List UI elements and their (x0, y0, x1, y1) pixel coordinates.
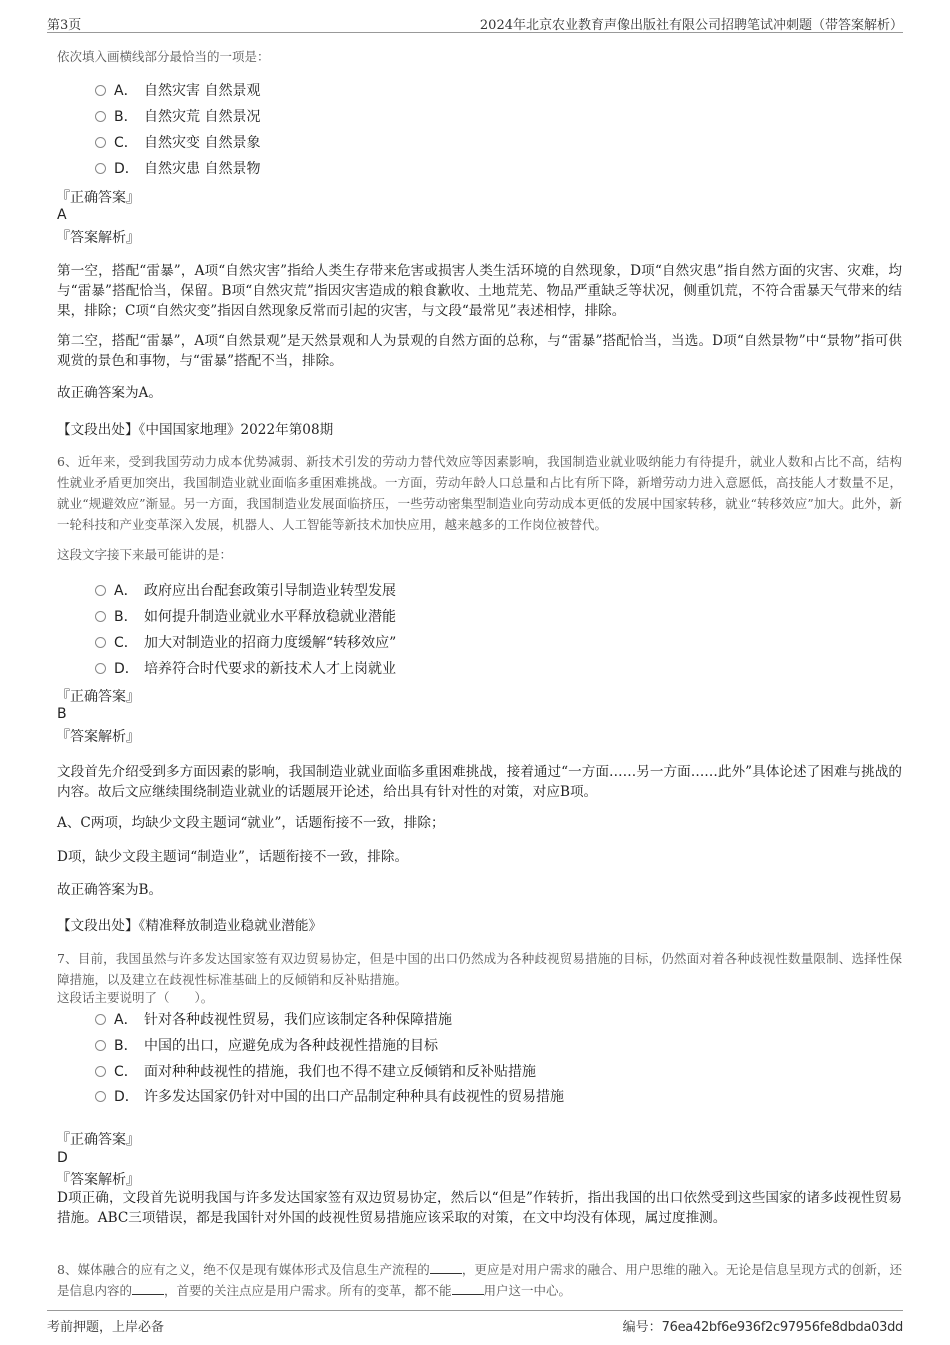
radio-icon[interactable] (95, 637, 106, 648)
footer-code: 编号：76ea42bf6e936f2c97956fe8dbda03dd (622, 1320, 903, 1335)
q6-source: 【文段出处】《精准释放制造业稳就业潜能》 (57, 918, 323, 934)
q7-answer-label: 『正确答案』 (56, 1132, 140, 1148)
q6-analysis-3: D项，缺少文段主题词“制造业”，话题衔接不一致，排除。 (57, 849, 409, 865)
radio-icon[interactable] (95, 1091, 106, 1102)
footer-slogan: 考前押题，上岸必备 (47, 1320, 165, 1335)
q6-option-c[interactable]: C． 加大对制造业的招商力度缓解“转移效应” (95, 632, 396, 654)
q7-answer: D (57, 1150, 68, 1166)
q5-answer: A (57, 207, 67, 223)
blank-2 (132, 1282, 164, 1295)
q7-analysis: D项正确，文段首先说明我国与许多发达国家签有双边贸易协定，然后以“但是”作转折，指出我国的出口依然受到这些国家的诸多歧视性贸易措施。ABC三项错误，都是我国针对外国的歧视性贸易措施应该采取的对策，在文中均没有体现，属过度推测。 (57, 1190, 902, 1226)
q5-option-b[interactable]: B． 自然灾荒 自然景况 (95, 106, 260, 128)
q6-stem: 这段文字接下来最可能讲的是： (57, 547, 233, 562)
document-title: 2024年北京农业教育声像出版社有限公司招聘笔试冲刺题（带答案解析） (479, 18, 903, 33)
radio-icon[interactable] (95, 137, 106, 148)
q5-analysis-1: 第一空，搭配“雷暴”，A项“自然灾害”指给人类生存带来危害或损害人类生活环境的自然现象，D项“自然灾患”指自然方面的灾害、灾难，均与“雷暴”搭配恰当，保留。B项“自然灾荒”指因灾害造成的粮食歉收、土地荒芜、物品严重缺乏等状况，侧重饥荒，不符合雷暴天气带来的结果，排除；C项“自然灾变”指因自然现象反常而引起的灾害，与文段“最常见”表述相悖，排除。 (57, 263, 902, 319)
page-footer (47, 1310, 903, 1333)
q6-analysis-2: A、C两项，均缺少文段主题词“就业”，话题衔接不一致，排除； (57, 815, 445, 831)
q5-analysis-label: 『答案解析』 (56, 230, 140, 246)
q7-option-b[interactable]: B． 中国的出口，应避免成为各种歧视性措施的目标 (95, 1035, 438, 1057)
radio-icon[interactable] (95, 585, 106, 596)
radio-icon[interactable] (95, 111, 106, 122)
q6-analysis-1: 文段首先介绍受到多方面因素的影响，我国制造业就业面临多重困难挑战，接着通过“一方面……另一方面……此外”具体论述了困难与挑战的内容。故后文应继续围绕制造业就业的话题展开论述，给出具有针对性的对策，对应B项。 (57, 764, 902, 800)
q6-option-d[interactable]: D． 培养符合时代要求的新技术人才上岗就业 (95, 658, 396, 680)
q6-passage: 6、近年来，受到我国劳动力成本优势减弱、新技术引发的劳动力替代效应等因素影响，我国制造业就业吸纳能力有待提升，就业人数和占比不高，结构性就业矛盾更加突出，我国制造业就业面临多重困难挑战。一方面，劳动年龄人口总量和占比有所下降，新增劳动力进入意愿低，高技能人才数量不足，就业“规避效应”渐显。另一方面，我国制造业发展面临挤压，一些劳动密集型制造业向劳动成本更低的发展中国家转移，就业“转移效应”加大。此外，新一轮科技和产业变革深入发展，机器人、人工智能等新技术加快应用，越来越多的工作岗位被替代。 (57, 454, 902, 532)
blank-3 (452, 1282, 484, 1295)
q7-option-d[interactable]: D． 许多发达国家仍针对中国的出口产品制定种种具有歧视性的贸易措施 (95, 1086, 564, 1108)
radio-icon[interactable] (95, 1014, 106, 1025)
q5-stem: 依次填入画横线部分最恰当的一项是： (57, 49, 270, 64)
radio-icon[interactable] (95, 663, 106, 674)
q5-analysis-3: 故正确答案为A。 (57, 385, 162, 401)
q7-option-a[interactable]: A． 针对各种歧视性贸易，我们应该制定各种保障措施 (95, 1009, 452, 1031)
q7-analysis-label: 『答案解析』 (56, 1172, 140, 1188)
q7-passage: 7、目前，我国虽然与许多发达国家签有双边贸易协定，但是中国的出口仍然成为各种歧视贸易措施的目标，仍然面对着各种歧视性数量限制、选择性保障措施，以及建立在歧视性标准基础上的反倾销和反补贴措施。 (57, 951, 902, 987)
radio-icon[interactable] (95, 1066, 106, 1077)
radio-icon[interactable] (95, 85, 106, 96)
radio-icon[interactable] (95, 163, 106, 174)
q6-answer: B (57, 706, 67, 722)
q5-analysis-2: 第二空，搭配“雷暴”，A项“自然景观”是天然景观和人为景观的自然方面的总称，与“雷暴”搭配恰当，当选。D项“自然景物”中“景物”指可供观赏的景色和事物，与“雷暴”搭配不当，排除。 (57, 333, 902, 369)
radio-icon[interactable] (95, 1040, 106, 1051)
q5-option-d[interactable]: D． 自然灾患 自然景物 (95, 158, 260, 180)
page-number: 第3页 (47, 18, 82, 33)
q6-answer-label: 『正确答案』 (56, 689, 140, 705)
q6-option-a[interactable]: A． 政府应出台配套政策引导制造业转型发展 (95, 580, 396, 602)
q5-source: 【文段出处】《中国国家地理》2022年第08期 (57, 422, 334, 438)
q6-option-b[interactable]: B． 如何提升制造业就业水平释放稳就业潜能 (95, 606, 396, 628)
q7-stem: 这段话主要说明了（ ）。 (57, 990, 214, 1005)
radio-icon[interactable] (95, 611, 106, 622)
q6-analysis-label: 『答案解析』 (56, 729, 140, 745)
q5-option-a[interactable]: A． 自然灾害 自然景观 (95, 80, 260, 102)
q8-passage: 8、媒体融合的应有之义，绝不仅是现有媒体形式及信息生产流程的 ，更应是对用户需求的融合、用户思维的融入。无论是信息呈现方式的创新，还是信息内容的 ，首要的关注点应是用户需求。所有的变革，都不能 用户这一中心。 (57, 1262, 902, 1298)
blank-1 (430, 1261, 462, 1274)
q7-option-c[interactable]: C． 面对种种歧视性的措施，我们也不得不建立反倾销和反补贴措施 (95, 1061, 536, 1083)
q6-analysis-4: 故正确答案为B。 (57, 882, 163, 898)
page-header (47, 12, 903, 33)
q5-answer-label: 『正确答案』 (56, 190, 140, 206)
q5-option-c[interactable]: C． 自然灾变 自然景象 (95, 132, 260, 154)
